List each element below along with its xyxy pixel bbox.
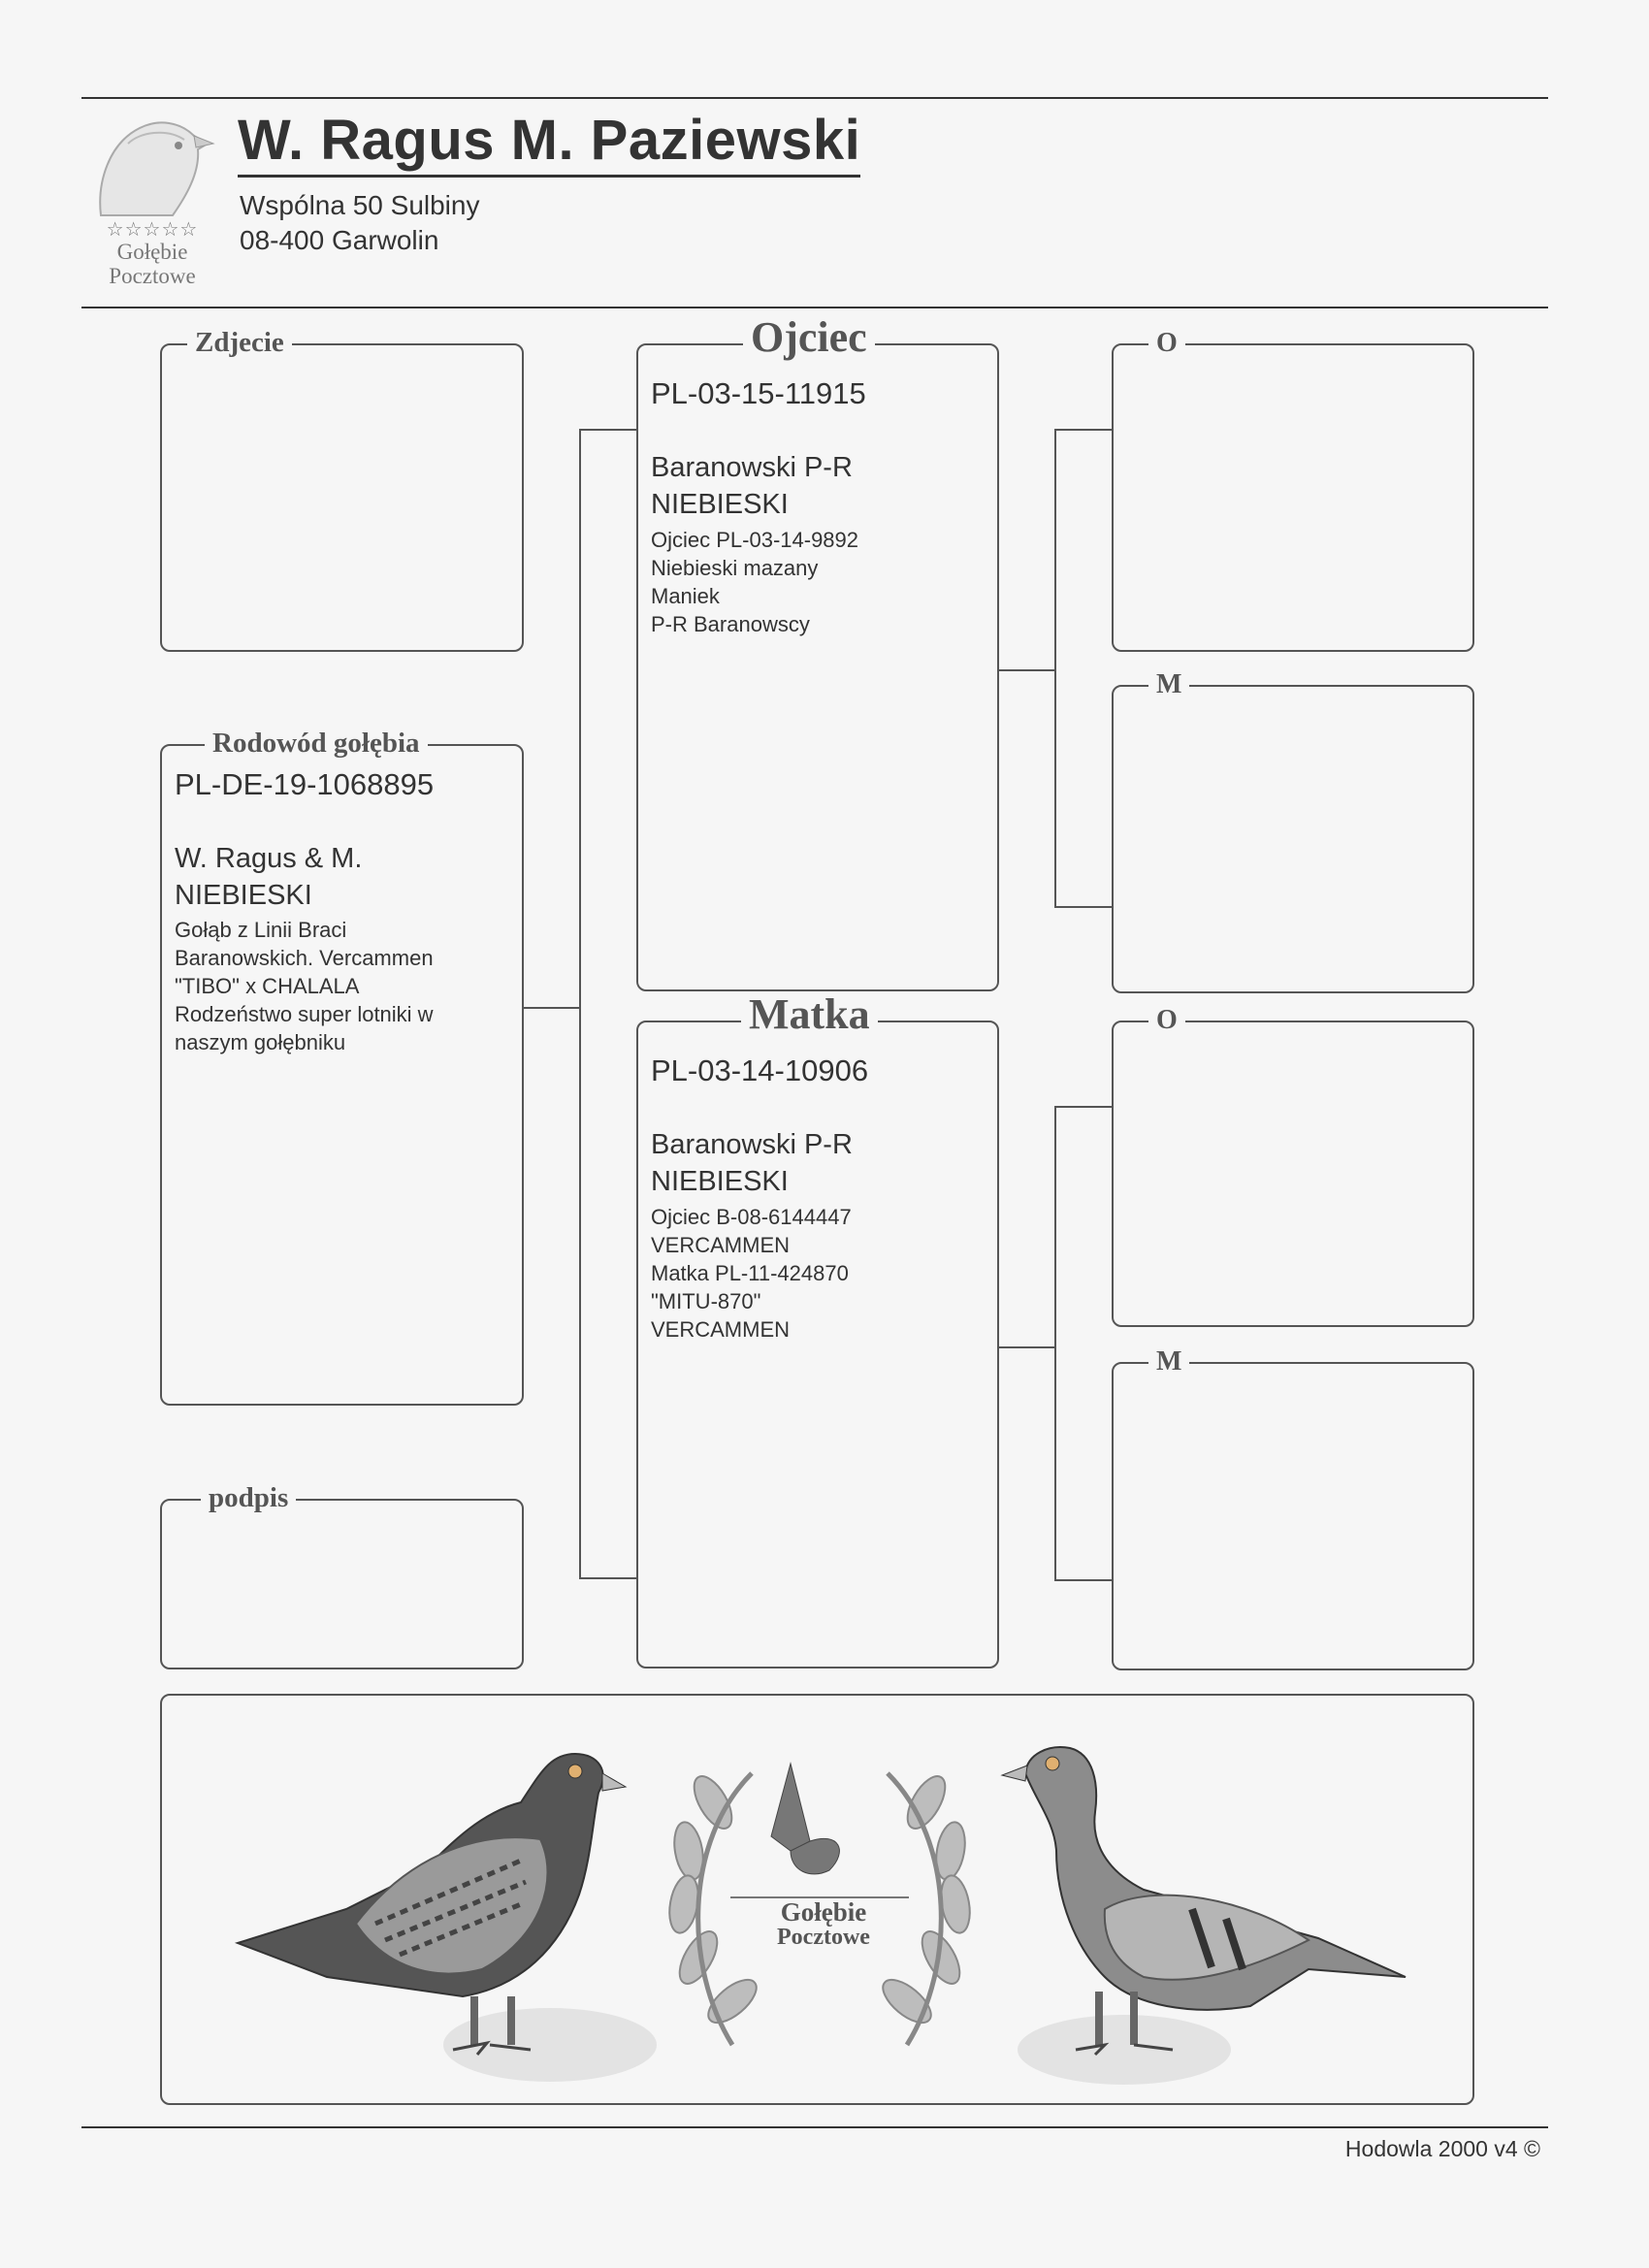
father-note-line: Ojciec PL-03-14-9892: [651, 528, 859, 552]
connector-line: [1054, 429, 1113, 431]
mother-ring-number: PL-03-14-10906: [651, 1053, 869, 1087]
footer-rule: [81, 2126, 1548, 2128]
father-owner: Baranowski P-R: [651, 452, 853, 483]
pigeon-note-line: Baranowskich. Vercammen: [175, 946, 434, 970]
mother-note-line: VERCAMMEN: [651, 1233, 791, 1257]
connector-line: [579, 429, 637, 431]
grandfather-paternal-box: [1112, 328, 1474, 652]
pigeon-label: Rodowód gołębia: [205, 727, 428, 760]
father-notes: [651, 526, 858, 638]
mother-note-line: Matka PL-11-424870: [651, 1261, 849, 1285]
father-box: [636, 313, 999, 991]
connector-line: [579, 429, 581, 1579]
photo-box: [160, 327, 524, 652]
grandparent-label: M: [1148, 1346, 1189, 1377]
footer-text: Hodowla 2000 v4 ©: [1344, 2136, 1540, 2161]
pigeon-color: NIEBIESKI: [175, 880, 312, 911]
address-line-2: 08-400 Garwolin: [240, 225, 439, 255]
connector-line: [999, 1346, 1054, 1348]
illustration-box: [160, 1694, 1474, 2105]
father-note-line: P-R Baranowscy: [651, 612, 810, 636]
mother-color: NIEBIESKI: [651, 1166, 789, 1197]
father-color: NIEBIESKI: [651, 489, 789, 520]
pigeon-note-line: Gołąb z Linii Braci: [175, 918, 347, 942]
pigeon-note-line: Rodzeństwo super lotniki w: [175, 1002, 434, 1026]
father-ring-number: PL-03-15-11915: [651, 376, 866, 410]
mother-note-line: "MITU-870": [651, 1289, 761, 1313]
pigeon-note-line: "TIBO" x CHALALA: [175, 974, 360, 998]
connector-line: [1054, 906, 1113, 908]
connector-line: [1054, 1106, 1113, 1108]
header-logo: [80, 114, 225, 299]
father-label: Ojciec: [743, 314, 875, 361]
grandparent-label: O: [1148, 1005, 1185, 1036]
connector-line: [579, 1577, 637, 1579]
mother-box: [636, 990, 999, 1669]
mother-note-line: Ojciec B-08-6144447: [651, 1205, 852, 1229]
pigeon-note-line: naszym gołębniku: [175, 1030, 346, 1054]
signature-label: podpis: [201, 1481, 296, 1514]
header-rule: [81, 307, 1548, 308]
logo-text-line2: Pocztowe: [109, 264, 196, 288]
mother-notes: [651, 1203, 852, 1344]
father-note-line: Maniek: [651, 584, 720, 608]
emblem-text-line2: Pocztowe: [777, 1925, 870, 1950]
connector-line: [999, 669, 1054, 671]
mother-owner: Baranowski P-R: [651, 1129, 853, 1160]
emblem-text-line1: Gołębie: [780, 1897, 867, 1927]
breeder-name: W. Ragus M. Paziewski: [238, 109, 860, 178]
connector-line: [1054, 429, 1056, 908]
pigeon-right-illustration: [998, 1715, 1454, 2103]
pigeon-owner: W. Ragus & M.: [175, 843, 363, 874]
connector-line: [1054, 1579, 1113, 1581]
connector-line: [524, 1007, 580, 1009]
grandfather-maternal-box: [1112, 1005, 1474, 1327]
logo-text-line1: Gołębie: [116, 240, 188, 264]
mother-note-line: VERCAMMEN: [651, 1317, 791, 1342]
logo-stars: ☆☆☆☆☆: [106, 219, 199, 241]
grandparent-label: O: [1148, 328, 1185, 359]
signature-box: [160, 1482, 524, 1669]
father-note-line: Niebieski mazany: [651, 556, 819, 580]
grandmother-paternal-box: [1112, 669, 1474, 993]
pigeon-notes: [175, 916, 434, 1056]
top-rule: [81, 97, 1548, 99]
connector-line: [1054, 1106, 1056, 1581]
pigeon-box: [160, 728, 524, 1406]
grandmother-maternal-box: [1112, 1346, 1474, 1670]
grandparent-label: M: [1148, 669, 1189, 700]
photo-label: Zdjecie: [187, 326, 292, 359]
pigeon-ring-number: PL-DE-19-1068895: [175, 767, 435, 801]
pigeon-head-icon: [80, 114, 225, 221]
mother-label: Matka: [741, 991, 878, 1038]
address-line-1: Wspólna 50 Sulbiny: [240, 190, 480, 220]
